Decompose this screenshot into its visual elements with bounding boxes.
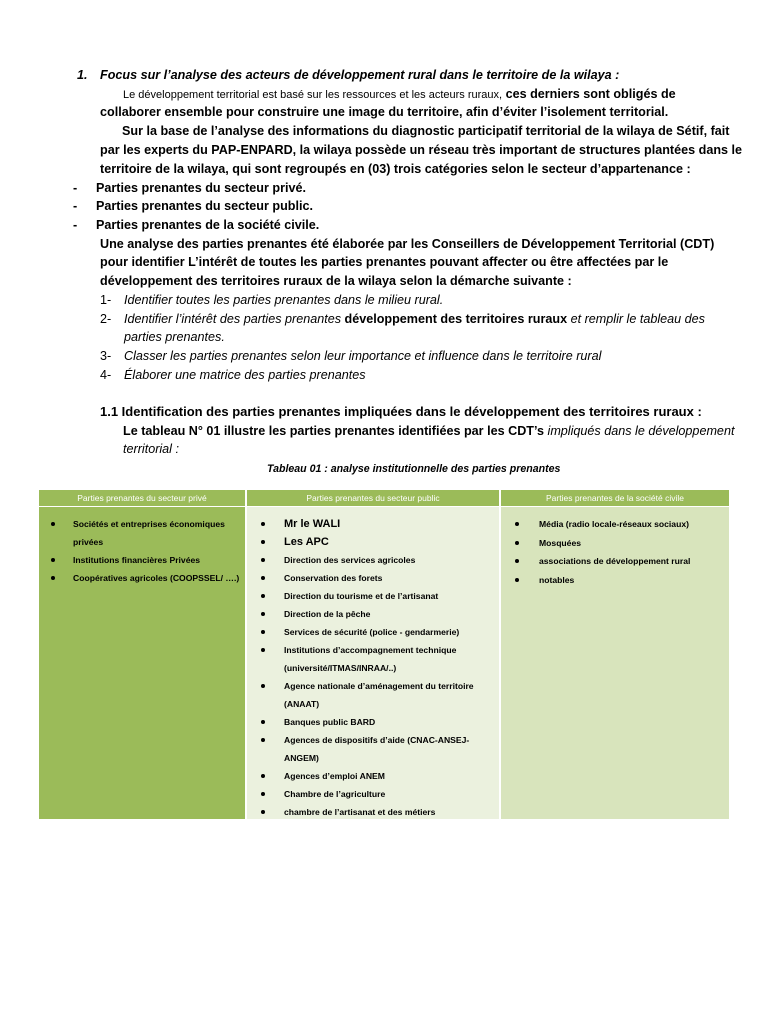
table-caption: Tableau 01 : analyse institutionnelle des parties prenantes (267, 463, 561, 475)
table-list-item: Média (radio locale-réseaux sociaux) (539, 519, 689, 529)
table-column-public (247, 507, 499, 819)
table-list-item: Direction des services agricoles (284, 555, 416, 565)
table-header-civil-society: Parties prenantes de la société civile (501, 490, 729, 506)
paragraph-1-line-1 (123, 85, 676, 104)
table-list-item: (ANAAT) (284, 699, 320, 709)
step-number: 1- (100, 293, 112, 307)
table-list-item: Mr le WALI (284, 518, 341, 530)
category-private: Parties prenantes du secteur privé. (96, 181, 306, 195)
bullet-icon (261, 774, 265, 778)
bullet-icon (261, 720, 265, 724)
bullet-icon (515, 578, 519, 582)
step-number: 3- (100, 349, 112, 363)
paragraph-1-line-1-bold: ces derniers sont obligés de (505, 87, 676, 101)
bullet-icon (51, 558, 55, 562)
step-number: 4- (100, 368, 112, 382)
step-2-text-c: et remplir le tableau des (567, 312, 705, 326)
step-1-text: Identifier toutes les parties prenantes dans le milieu rural. (124, 293, 444, 307)
bullet-icon (261, 594, 265, 598)
table-list-item: Direction du tourisme et de l’artisanat (284, 591, 439, 601)
step-3-text: Classer les parties prenantes selon leur importance et influence dans le territoire rural (124, 349, 602, 363)
table-list-item: chambre de l’artisanat et des métiers (284, 807, 436, 817)
table-list-item: Agences d’emploi ANEM (284, 771, 385, 781)
table-list-item: Services de sécurité (police - gendarmerie) (284, 627, 460, 637)
table-list-item: associations de développement rural (539, 556, 691, 566)
bullet-icon (261, 792, 265, 796)
step-2-text-b: développement des territoires ruraux (344, 312, 568, 326)
paragraph-1-line-2: collaborer ensemble pour construire une image du territoire, afin d’éviter l’isolement territorial. (100, 105, 669, 119)
table-column-civil-society (501, 507, 729, 819)
section-1-1-paragraph-line-2: territorial : (123, 442, 179, 456)
bullet-icon (261, 684, 265, 688)
category-dash: - (73, 218, 78, 232)
table-list-item: Coopératives agricoles (COOPSSEL/ ….) (73, 573, 240, 583)
table-list-item: Direction de la pêche (284, 609, 371, 619)
stakeholders-table (39, 490, 729, 819)
paragraph-2-line-3: territoire de la wilaya, qui sont regroupés en (03) trois catégories selon le secteur d’appartenance : (100, 162, 691, 176)
bullet-icon (261, 558, 265, 562)
table-list-item: Agence nationale d’aménagement du territoire (284, 681, 474, 691)
section-1-1-paragraph-bold: Le tableau N° 01 illustre les parties prenantes identifiées par les CDT’s (123, 424, 545, 438)
bullet-icon (261, 810, 265, 814)
bullet-icon (51, 522, 55, 526)
paragraph-2-line-2: par les experts du PAP-ENPARD, la wilaya possède un réseau très important de structures plantées dans le (100, 143, 743, 157)
bullet-icon (261, 612, 265, 616)
bullet-icon (261, 630, 265, 634)
table-list-item: Les APC (284, 536, 329, 548)
table-list-item: privées (73, 537, 104, 547)
table-list-item: Institutions financières Privées (73, 555, 201, 565)
section-1-1-paragraph-italic: impliqués dans le développement (544, 424, 735, 438)
bullet-icon (515, 559, 519, 563)
table-list-item: ANGEM) (284, 753, 319, 763)
paragraph-3-line-3: développement des territoires ruraux de la wilaya selon la démarche suivante : (100, 274, 572, 288)
bullet-icon (51, 576, 55, 580)
section-number: 1. (77, 68, 88, 82)
step-number: 2- (100, 312, 112, 326)
table-header-public: Parties prenantes du secteur public (247, 490, 499, 506)
bullet-icon (515, 522, 519, 526)
step-2-text-d: parties prenantes. (124, 330, 225, 344)
paragraph-1-line-1-normal: Le développement territorial est basé sur les ressources et les acteurs ruraux, (123, 89, 503, 101)
paragraph-3-line-2: pour identifier L’intérêt de toutes les parties prenantes pouvant affecter ou être affectées par le (100, 255, 669, 269)
paragraph-2-line-1: Sur la base de l’analyse des informations du diagnostic participatif territorial de la wilaya de Sétif, fait (122, 124, 730, 138)
bullet-icon (261, 648, 265, 652)
step-4-text: Élaborer une matrice des parties prenantes (124, 368, 366, 382)
paragraph-3-line-1: Une analyse des parties prenantes été élaborée par les Conseillers de Développement Territorial (CDT) (100, 237, 715, 251)
category-civil-society: Parties prenantes de la société civile. (96, 218, 320, 232)
bullet-icon (261, 738, 265, 742)
section-1-1-paragraph-line-1 (123, 422, 734, 440)
step-2-text (124, 310, 705, 328)
table-list-item: Institutions d’accompagnement technique (284, 645, 457, 655)
table-list-item: notables (539, 574, 575, 585)
section-1-1-heading: 1.1 Identification des parties prenantes impliquées dans le développement des territoires ruraux : (100, 404, 702, 419)
bullet-icon (261, 522, 265, 526)
table-list-item: Sociétés et entreprises économiques (73, 519, 225, 529)
bullet-icon (261, 576, 265, 580)
bullet-icon (515, 541, 519, 545)
table-list-item: Banques public BARD (284, 717, 376, 727)
table-list-item: (université/ITMAS/INRAA/..) (284, 663, 397, 673)
category-public: Parties prenantes du secteur public. (96, 199, 313, 213)
table-list-item: Agences de dispositifs d’aide (CNAC-ANSEJ- (284, 735, 470, 745)
table-header-private: Parties prenantes du secteur privé (39, 490, 245, 506)
table-list-item: Conservation des forets (284, 573, 383, 583)
bullet-icon (261, 540, 265, 544)
section-title: Focus sur l’analyse des acteurs de développement rural dans le territoire de la wilaya : (100, 68, 620, 82)
table-column-private (39, 507, 245, 819)
table-list-item: Mosquées (539, 537, 582, 548)
table-list-item: Chambre de l’agriculture (284, 789, 386, 799)
step-2-text-a: Identifier l’intérêt des parties prenantes (124, 312, 345, 326)
category-dash: - (73, 181, 78, 195)
category-dash: - (73, 199, 78, 213)
